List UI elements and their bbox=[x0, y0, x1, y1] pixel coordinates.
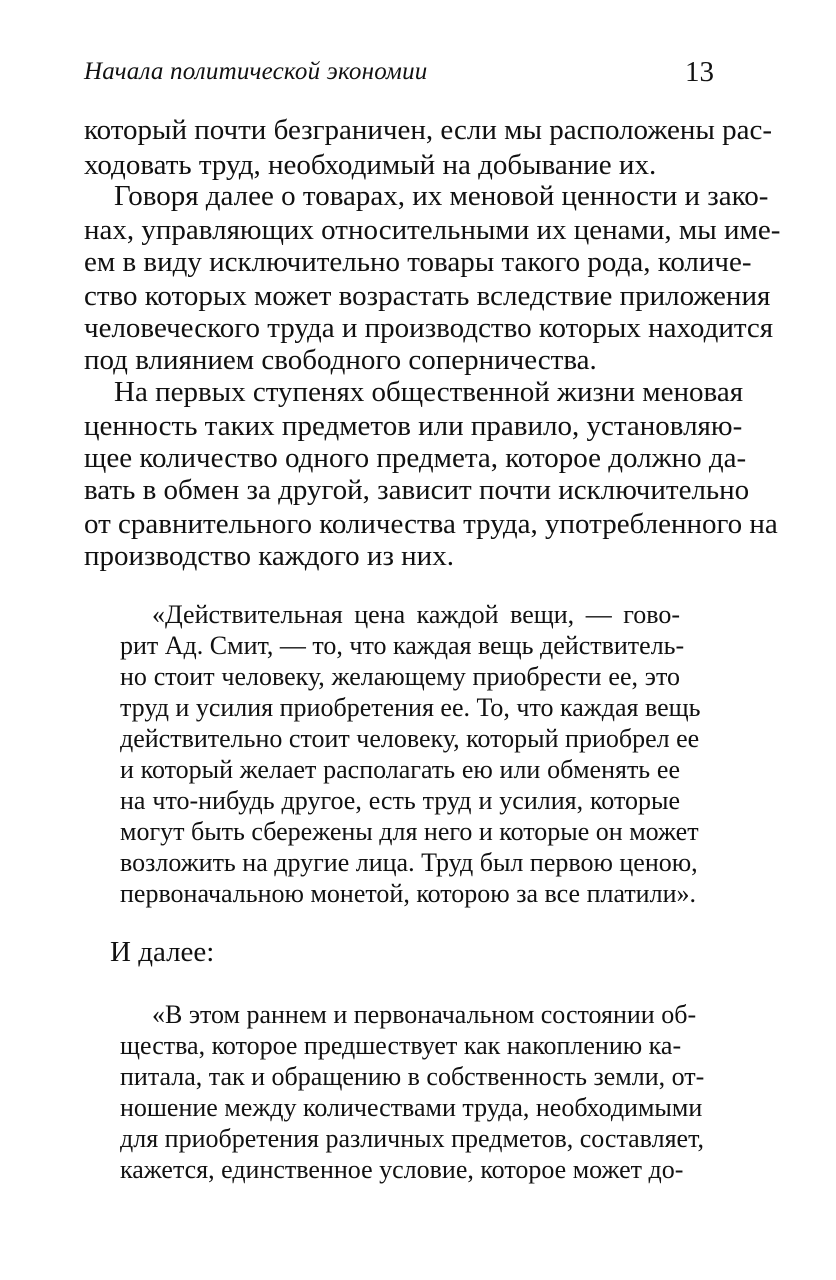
quote-line: и который желает располагать ею или обменять ее bbox=[120, 755, 680, 784]
text-line: вать в обмен за другой, зависит почти исключительно bbox=[84, 474, 750, 506]
text-line: нах, управляющих относительными их ценами, мы име- bbox=[84, 214, 781, 246]
quote-line: кажется, единственное условие, которое может до- bbox=[120, 1155, 684, 1184]
text-line: ходовать труд, необходимый на добывание их. bbox=[84, 149, 657, 181]
text-line: Говоря далее о товарах, их меновой ценности и зако- bbox=[114, 180, 769, 212]
page-number: 13 bbox=[685, 56, 714, 88]
text-line: под влиянием свободного соперничества. bbox=[84, 344, 597, 376]
quote-line: на что-нибудь другое, есть труд и усилия, которые bbox=[120, 786, 680, 815]
quote-line: ношение между количествами труда, необходимыми bbox=[120, 1093, 703, 1122]
text-line: щее количество одного предмета, которое должно да- bbox=[84, 442, 747, 474]
text-line: производство каждого из них. bbox=[84, 540, 454, 572]
quote-line: но стоит человеку, желающему приобрести ее, это bbox=[120, 662, 680, 691]
running-title: Начала политической экономии bbox=[84, 58, 428, 85]
quote-line: «Действительная цена каждой вещи, — гово- bbox=[152, 600, 680, 629]
text-line: На первых ступенях общественной жизни меновая bbox=[114, 376, 744, 408]
text-line: ство которых может возрастать вследствие приложения bbox=[84, 280, 771, 312]
quote-line: возложить на другие лица. Труд был первою ценою, bbox=[120, 848, 698, 877]
text-line: ценность таких предметов или правило, установляю- bbox=[84, 410, 743, 442]
quote-line: для приобретения различных предметов, составляет, bbox=[120, 1124, 704, 1153]
quote-line: рит Ад. Смит, — то, что каждая вещь действитель- bbox=[120, 631, 685, 660]
text-line: от сравнительного количества труда, употребленного на bbox=[84, 508, 778, 540]
quote-line: питала, так и обращению в собственность земли, от- bbox=[120, 1062, 705, 1091]
text-line: который почти безграничен, если мы расположены рас- bbox=[84, 114, 773, 146]
connector-text: И далее: bbox=[110, 936, 215, 968]
quote-line: щества, которое предшествует как накоплению ка- bbox=[120, 1031, 682, 1060]
quote-line: «В этом раннем и первоначальном состоянии об- bbox=[152, 1000, 697, 1029]
quote-line: труд и усилия приобретения ее. То, что каждая вещь bbox=[120, 693, 701, 722]
text-line: ем в виду исключительно товары такого рода, количе- bbox=[84, 246, 752, 278]
page-header bbox=[84, 56, 714, 96]
quote-line: действительно стоит человеку, который приобрел ее bbox=[120, 724, 700, 753]
quote-line: первоначальною монетой, которою за все платили». bbox=[120, 879, 696, 908]
text-line: человеческого труда и производство которых находится bbox=[84, 312, 774, 344]
quote-line: могут быть сбережены для него и которые он может bbox=[120, 817, 699, 846]
